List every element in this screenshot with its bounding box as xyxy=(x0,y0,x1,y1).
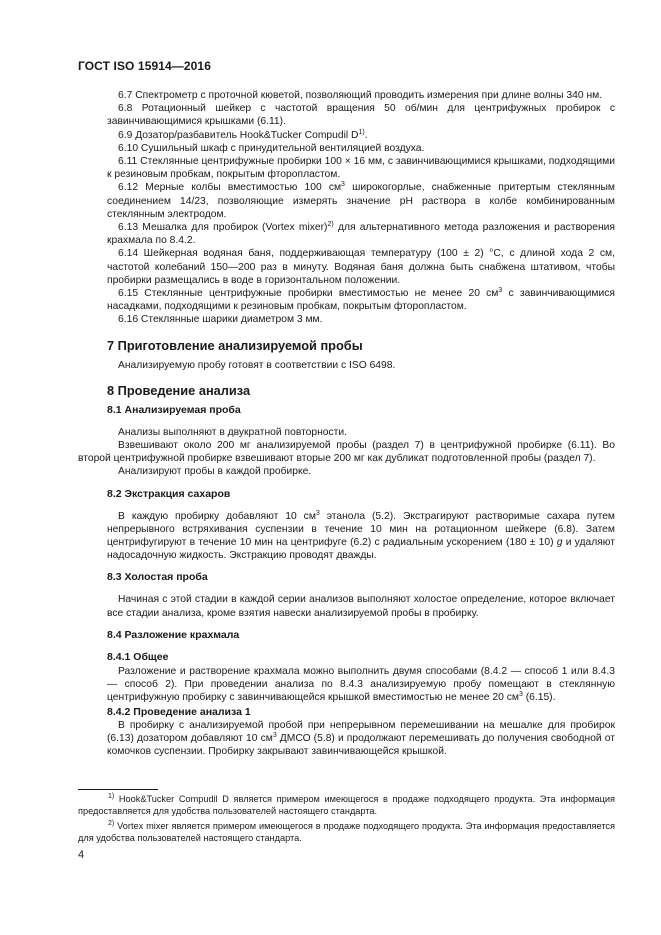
item-6-7: 6.7 Спектрометр с проточной кюветой, позволяющий проводить измерения при длине волны 340 нм. xyxy=(118,90,603,101)
section-8-4-heading: 8.4 Разложение крахмала xyxy=(107,628,240,641)
section-8-heading: 8 Проведение анализа xyxy=(107,382,251,398)
section-7-heading: 7 Приготовление анализируемой пробы xyxy=(107,337,363,353)
section-8-1-p3: Анализируют пробы в каждой пробирке. xyxy=(118,466,312,478)
item-6-13: 6.13 Мешалка для пробирок (Vortex mixer)$^{2)}$ для альтернативного метода разложения и растворения крахмала по 8.4.2. xyxy=(107,221,615,247)
footnote-ref-1[interactable]: 1) xyxy=(358,128,365,136)
section-8-2-heading: 8.2 Экстракция сахаров xyxy=(107,487,231,500)
section-8-4-1-p1: Разложение и растворение крахмала можно выполнить двумя способами (8.4.2 — способ 1 или 8.4.3 — способ 2). При проведении анализа по 8.4.3 анализируемую пробу помещают в стеклянную центрифужную пробирку с завинчивающейся крышкой вместимостью не менее 20 $см^3$ (6.15). xyxy=(107,665,615,704)
section-8-4-2-p1: В пробирку с анализируемой пробой при непрерывном перемешивании на мешалке для пробирок (6.13) дозатором добавляют 10 $см^3$ ДМСО (5.8) и продолжают перемешивать до получения свободной от комочков суспензии. Пробирку закрывают завинчивающейся крышкой. xyxy=(107,719,615,757)
item-6-10: 6.10 Сушильный шкаф с принудительной вентиляцией воздуха. xyxy=(118,142,425,154)
document-header: ГОСТ ISO 15914—2016 xyxy=(78,59,211,73)
item-6-8: 6.8 Ротационный шейкер с частотой вращения 50 об/мин для центрифужных пробирок с завинчивающимися крышками (6.11). xyxy=(107,103,615,128)
item-6-15: 6.15 Стеклянные центрифужные пробирки вместимостью не менее 20 $см^3$ с завинчивающимися насадками, подходящими к резиновым пробкам, покрытым фторопластом. xyxy=(107,287,615,313)
item-6-12: 6.12 Мерные колбы вместимостью 100 $см^3$ широкогорлые, снабженные притертым стеклянным соединением 14/23, позволяющие измерять значение рН раствора в колбе комбинированным стеклянным электродом. xyxy=(107,181,615,220)
item-6-9: 6.9 Дозатор/разбавитель Hook&Tucker Compudil $D^{1)}$. xyxy=(118,128,368,141)
page-number: 4 xyxy=(78,849,85,861)
footnotes xyxy=(78,793,615,847)
section-8-4-1-heading: 8.4.1 Общее xyxy=(107,650,169,663)
section-8-3-p1: Начиная с этой стадии в каждой серии анализов выполняют холостое определение, которое включает все стадии анализа, кроме взятия навески анализируемой пробы в пробирку. xyxy=(107,594,615,619)
footnote-divider xyxy=(78,789,158,790)
section-8-3-heading: 8.3 Холостая проба xyxy=(107,571,208,584)
footnote-1: $^{1)}$ Hook&Tucker Compudil D является примером имеющегося в продаже подходящего продукта. Эта информация предоставляется для удобства пользователей настоящего стандарта. xyxy=(78,793,615,816)
section-8-2-p1: В каждую пробирку добавляют 10 $см^3$ этанола (5.2). Экстрагируют растворимые сахара путем непрерывного встряхивания суспензии в течение 10 мин на ротационном шейкере (6.8). Затем центрифугируют в течение 10 мин на центрифуге (6.2) с радиальным ускорением (180 ± 10) g и удаляют надосадочную жидкость. Экстракцию проводят дважды. xyxy=(107,509,615,562)
section-8-4-2-heading: 8.4.2 Проведение анализа 1 xyxy=(107,705,251,718)
item-6-14: 6.14 Шейкерная водяная баня, поддерживающая температуру (100 ± 2) °С, с длиной хода 2 см, частотой колебаний 150—200 раз в минуту. Водяная баня должна быть снабжена штативом, чтобы пробирки размещались в воде в горизонтальном положении. xyxy=(107,248,615,286)
footnote-2: $^{2)}$ Vortex mixer является примером имеющегося в продаже подходящего продукта. Эта информация предоставляется для удобства пользователей настоящего стандарта. xyxy=(78,820,615,843)
section-8-1-p2: Взвешивают около 200 мг анализируемой пробы (раздел 7) в центрифужной пробирке (6.11). Во второй центрифужной пробирке взвешивают вторые 200 мг как дубликат подготовленной пробы (раздел 7). xyxy=(78,440,615,465)
item-6-16: 6.16 Стеклянные шарики диаметром 3 мм. xyxy=(118,314,323,326)
section-8-1-p1: Анализы выполняют в двукратной повторности. xyxy=(118,426,348,438)
footnote-ref-2[interactable]: 2) xyxy=(327,221,334,229)
section-7-text: Анализируемую пробу готовят в соответствии с ISO 6498. xyxy=(118,359,396,371)
item-6-11: 6.11 Стеклянные центрифужные пробирки 100 × 16 мм, с завинчивающимися крышками, подходящими к резиновым пробкам, покрытым фторопластом. xyxy=(107,156,615,181)
page-content xyxy=(78,89,615,758)
section-8-1-heading: 8.1 Анализируемая проба xyxy=(107,403,241,416)
